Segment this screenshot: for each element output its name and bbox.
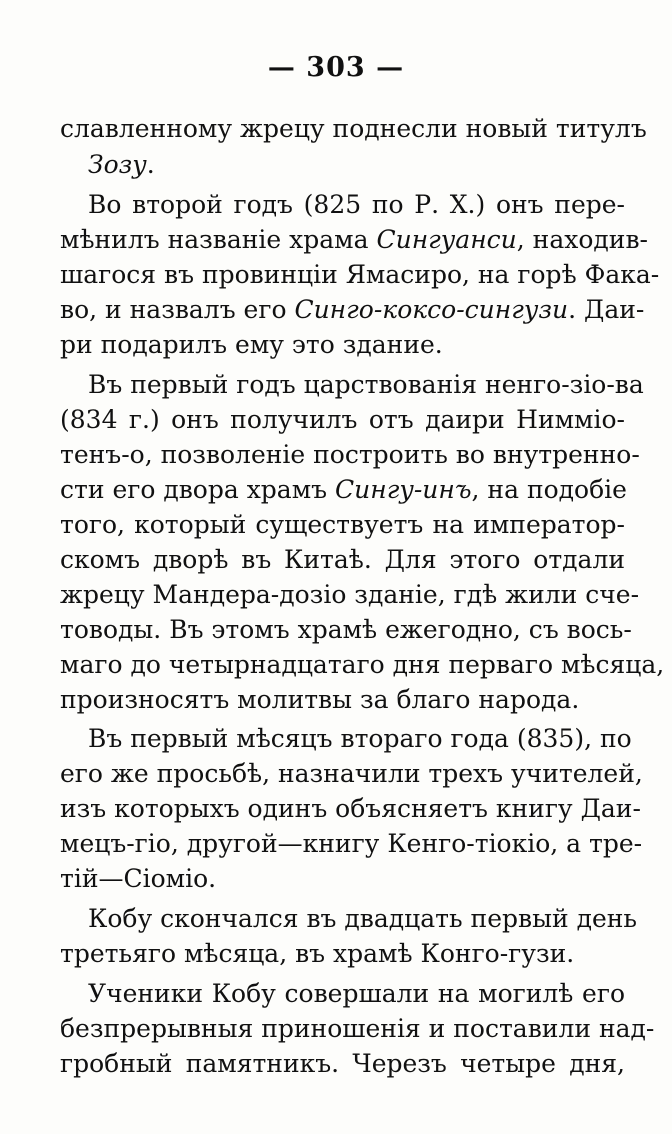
text-line: [88, 368, 644, 402]
text-line: [60, 862, 625, 896]
text-line: [60, 223, 648, 257]
text-line: [88, 977, 625, 1011]
text-segment: товоды. Въ этомъ храмѣ ежегодно, съ вось-: [60, 615, 632, 644]
text-segment: его же просьбѣ, назначили трехъ учителей,: [60, 759, 643, 788]
text-segment: Во второй годъ (825 по Р. Х.) онъ пере-: [88, 190, 625, 219]
text-line: [60, 438, 640, 472]
text-segment: скомъ дворѣ въ Китаѣ. Для этого отдали: [60, 545, 625, 574]
text-segment-italic: Зозу: [88, 150, 147, 179]
text-segment: мецъ-гіо, другой—книгу Кенго-тіокіо, а тре-: [60, 829, 643, 858]
text-line: [60, 293, 645, 327]
text-segment-italic: Синго-коксо-сингузи: [294, 295, 569, 324]
text-line: [60, 578, 640, 612]
text-segment: того, который существуетъ на император-: [60, 510, 625, 539]
text-segment-italic: Сингу-инъ: [335, 475, 472, 504]
text-segment: .: [146, 150, 155, 179]
text-segment: Въ первый мѣсяцъ втораго года (835), по: [88, 724, 632, 753]
text-segment: во, и назвалъ его: [60, 295, 295, 324]
text-segment: мѣнилъ названіе храма: [60, 225, 377, 254]
text-segment: Ученики Кобу совершали на могилѣ его: [88, 979, 625, 1008]
page-number: — 303 —: [267, 52, 405, 83]
text-segment: тенъ-о, позволеніе построить во внутренно-: [60, 440, 640, 469]
text-line: [88, 902, 638, 936]
text-segment: (834 г.) онъ получилъ отъ даири Нимміо-: [60, 405, 625, 434]
text-line: [88, 148, 625, 182]
text-line: [60, 827, 643, 861]
text-segment: шагося въ провинціи Ямасиро, на горѣ Фака-: [60, 260, 660, 289]
text-line: [60, 543, 625, 577]
text-segment: . Даи-: [568, 295, 645, 324]
text-line: [60, 683, 625, 717]
text-segment: третьяго мѣсяца, въ храмѣ Конго-гузи.: [60, 939, 575, 968]
text-segment: , на подобіе: [471, 475, 627, 504]
text-segment: Кобу скончался въ двадцать первый день: [88, 904, 638, 933]
text-line: [60, 937, 625, 971]
text-segment: Въ первый годъ царствованія ненго-зіо-ва: [88, 370, 644, 399]
text-line: [88, 722, 632, 756]
text-line: [60, 112, 647, 146]
text-segment: гробный памятникъ. Черезъ четыре дня,: [60, 1049, 625, 1078]
text-line: [60, 648, 665, 682]
text-line: [88, 188, 625, 222]
text-segment: , находив-: [516, 225, 648, 254]
text-segment: жрецу Мандера-дозіо зданіе, гдѣ жили сче-: [60, 580, 640, 609]
text-segment-italic: Сингуанси: [376, 225, 517, 254]
text-line: [60, 473, 625, 507]
text-segment: изъ которыхъ одинъ объясняетъ книгу Даи-: [60, 794, 641, 823]
text-line: [60, 757, 643, 791]
text-line: [60, 328, 625, 362]
text-line: [60, 792, 641, 826]
text-segment: сти его двора храмъ: [60, 475, 336, 504]
text-line: [60, 1012, 655, 1046]
text-segment: славленному жрецу поднесли новый титулъ: [60, 114, 647, 143]
text-segment: произносятъ молитвы за благо народа.: [60, 685, 580, 714]
text-segment: маго до четырнадцатаго дня перваго мѣсяца,: [60, 650, 665, 679]
text-line: [60, 1047, 625, 1081]
text-segment: тій—Сіоміо.: [60, 864, 217, 893]
text-line: [60, 613, 632, 647]
text-segment: безпрерывныя приношенія и поставили над-: [60, 1014, 655, 1043]
text-line: [60, 258, 660, 292]
text-line: [60, 403, 625, 437]
text-segment: ри подарилъ ему это здание.: [60, 330, 443, 359]
text-line: [60, 508, 625, 542]
